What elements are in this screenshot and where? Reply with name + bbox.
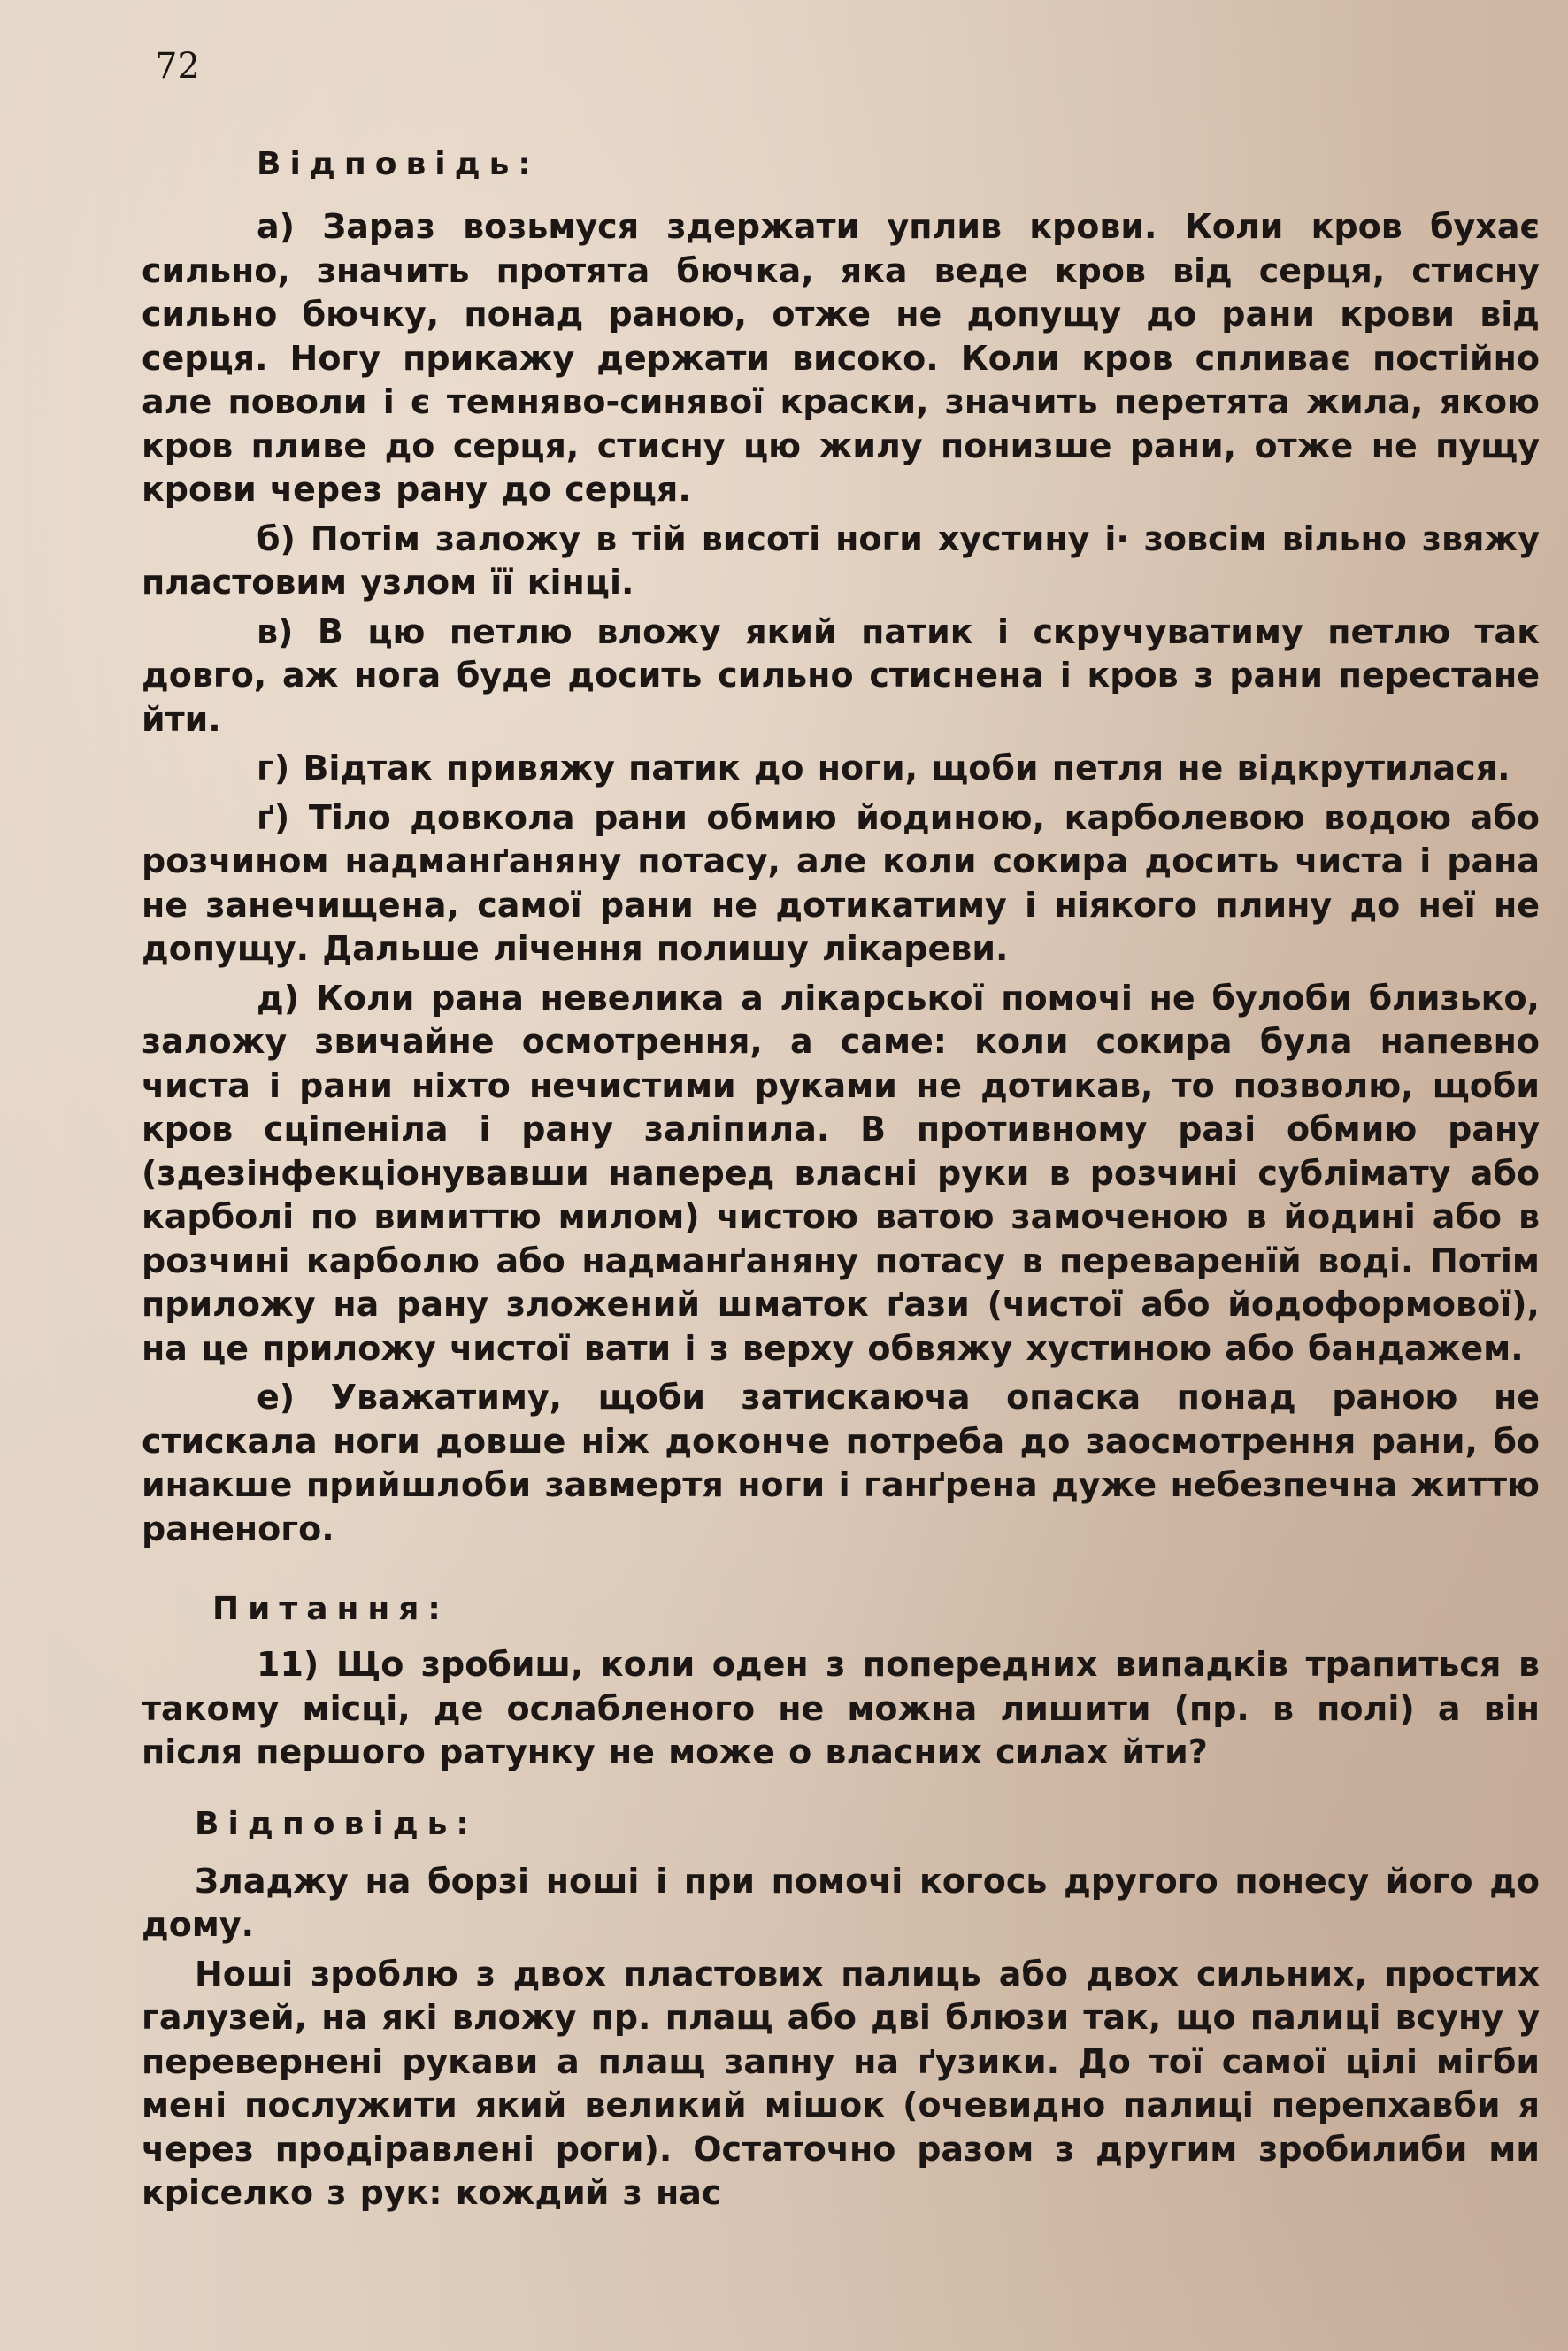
page-number: 72: [155, 46, 200, 87]
answer-item-d: д) Коли рана невелика а лікарської помочі не булоби близько, заложу звичайне осмотрення, а саме: коли сокира була напевно чиста і рани ніхто нечистими руками не дотикав, то позволю, щоби кров сціпеніла і рану заліпила. В противному разі обмию рану (здезінфекціонувавши наперед власні руки в розчині сублімату або карболі по вимиттю милом) чистою ватою замоченою в йодині або в розчині карболю або надманґаняну потасу в переваренїй воді. Потім приложу на рану зложений шматок ґази (чистої або йодоформової), на це приложу чистої вати і з верху обвяжу хустиною або бандажем.: [142, 978, 1540, 1368]
answer-item-a: а) Зараз возьмуся здержати уплив крови. Коли кров бухає сильно, значить протята бючка, яка веде кров від серця, стисну сильно бючку, понад раною, отже не допущу до рани крови від серця. Ногу прикажу держати високо. Коли кров спливає постійно але поволи і є темняво-синявої краски, значить перетята жила, якою кров пливе до серця, стисну цю жилу понизше рани, отже не пущу крови через рану до серця.: [142, 207, 1540, 509]
question-item-11: 11) Що зробиш, коли оден з попередних випадків трапиться в такому місці, де ослабленого не можна лишити (пр. в полі) а він після першого ратунку не може о власних силах йти?: [142, 1645, 1540, 1771]
answer-paragraph-2: Ноші зроблю з двох пластових палиць або двох сильних, простих галузей, на які вложу пр. плащ або дві блюзи так, що палиці всуну у перевернені рукави а плащ запну на ґузики. До тої самої цілі мігби мені послужити який великий мішок (очевидно палиці перепхавби я через продіравлені роги). Остаточно разом з другим зробилиби ми кріселко з рук: кождий з нас: [142, 1954, 1540, 2212]
section-heading-answer: Відповідь:: [257, 146, 540, 182]
answer-item-v: в) В цю петлю вложу який патик і скручуватиму петлю так довго, аж нога буде досить сильно стиснена і кров з рани перестане йти.: [142, 611, 1540, 739]
answer-item-g: ґ) Тіло довкола рани обмию йодиною, карболевою водою або розчином надманґаняну потасу, але коли сокира досить чиста і рана не занечищена, самої рани не дотикатиму і ніякого плину до неї не допущу. Дальше лічення полишу лікареви.: [142, 797, 1540, 968]
section-heading-question: Питання:: [212, 1591, 450, 1627]
answer-item-h: г) Відтак привяжу патик до ноги, щоби петля не відкрутилася.: [257, 749, 1510, 788]
section-heading-answer-2: Відповідь:: [195, 1805, 478, 1842]
answer-item-b: б) Потім заложу в тій висоті ноги хустину і· зовсім вільно звяжу пластовим узлом її кінці.: [142, 519, 1540, 602]
answer-item-e: е) Уважатиму, щоби затискаюча опаска понад раною не стискала ноги довше ніж доконче потреба до заосмотрення рани, бо инакше прийшлоби завмертя ноги і ганґрена дуже небезпечна життю раненого.: [142, 1378, 1540, 1548]
page-content: [142, 142, 1540, 2221]
answer-paragraph-1: Зладжу на борзі ноші і при помочі когось другого понесу його до дому.: [142, 1861, 1540, 1944]
